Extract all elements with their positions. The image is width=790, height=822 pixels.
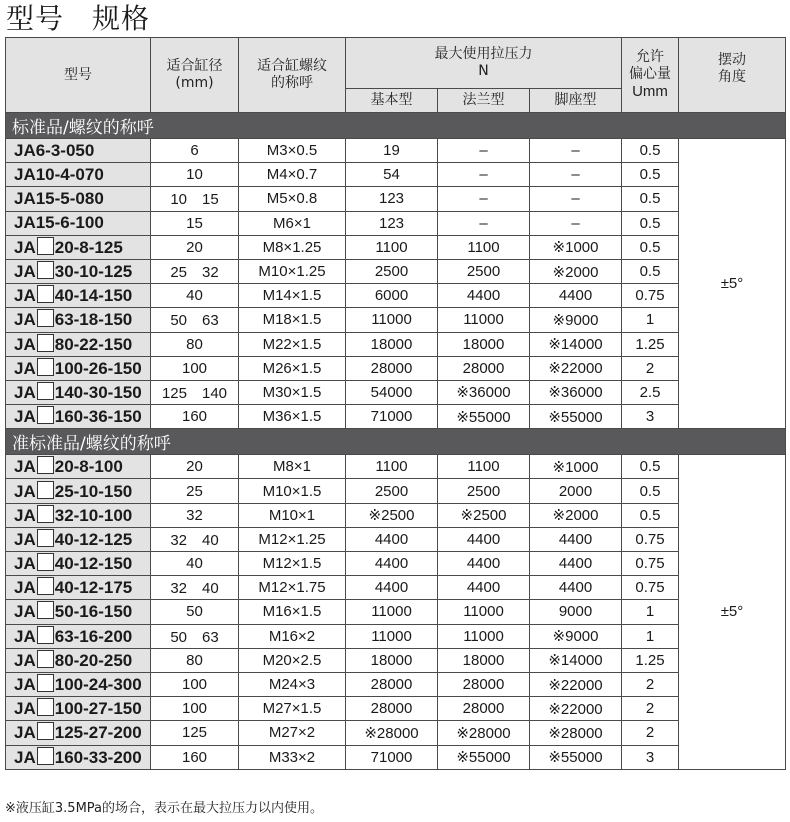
model-cell (6, 672, 151, 696)
placeholder-box-icon (37, 553, 54, 571)
foot-cell: ※14000 (530, 648, 622, 672)
bore-cell: 50 63 (151, 624, 239, 648)
thread-cell: M27×2 (239, 721, 346, 745)
header-angle-line1: 摆动 (718, 52, 746, 68)
bore-cell: 40 (151, 284, 239, 308)
header-ecc-unit: Umm (632, 83, 668, 100)
ecc-cell: 2 (622, 672, 679, 696)
thread-cell: M10×1.5 (239, 479, 346, 503)
header-model: 型号 (6, 38, 151, 113)
thread-cell: M12×1.25 (239, 527, 346, 551)
foot-cell: ※36000 (530, 380, 622, 404)
section-header (6, 113, 786, 139)
basic-cell: 4400 (346, 552, 438, 576)
model-cell (6, 163, 151, 187)
bore-cell: 10 15 (151, 187, 239, 211)
table-row (6, 308, 786, 332)
foot-cell: 4400 (530, 284, 622, 308)
model-prefix: JA (14, 407, 36, 427)
flange-cell: 28000 (438, 697, 530, 721)
model-cell (6, 721, 151, 745)
flange-cell: – (438, 211, 530, 235)
foot-cell: ※22000 (530, 672, 622, 696)
ecc-cell: 0.5 (622, 259, 679, 283)
basic-cell: 54000 (346, 380, 438, 404)
model-cell (6, 187, 151, 211)
ecc-cell: 1 (622, 624, 679, 648)
flange-cell: – (438, 139, 530, 163)
table-row (6, 405, 786, 429)
table-row (6, 211, 786, 235)
ecc-cell: 0.5 (622, 139, 679, 163)
bore-cell: 125 140 (151, 380, 239, 404)
bore-cell: 40 (151, 552, 239, 576)
foot-cell: 2000 (530, 479, 622, 503)
ecc-cell: 3 (622, 405, 679, 429)
basic-cell: 4400 (346, 527, 438, 551)
bore-cell: 25 32 (151, 259, 239, 283)
thread-cell: M5×0.8 (239, 187, 346, 211)
bore-cell: 160 (151, 405, 239, 429)
flange-cell: 2500 (438, 479, 530, 503)
model-suffix: 125-27-200 (54, 723, 142, 743)
model-suffix: 63-16-200 (54, 626, 133, 646)
header-max-force-unit: N (478, 63, 489, 79)
ecc-cell: 0.5 (622, 503, 679, 527)
model-suffix: 160-36-150 (54, 407, 142, 427)
bore-cell: 100 (151, 697, 239, 721)
model-suffix: 80-22-150 (54, 334, 133, 354)
flange-cell: ※28000 (438, 721, 530, 745)
table-row (6, 380, 786, 404)
basic-cell: 18000 (346, 648, 438, 672)
model-cell (6, 356, 151, 380)
model-prefix: JA (14, 747, 36, 767)
ecc-cell: 0.5 (622, 235, 679, 259)
bore-cell: 80 (151, 648, 239, 672)
bore-cell: 10 (151, 163, 239, 187)
basic-cell: 18000 (346, 332, 438, 356)
model-suffix: 40-12-175 (54, 578, 133, 598)
model-cell (6, 576, 151, 600)
thread-cell: M8×1 (239, 455, 346, 479)
model-cell (6, 600, 151, 624)
model-cell (6, 503, 151, 527)
table-row (6, 721, 786, 745)
model-prefix: JA15-6-100 (14, 213, 104, 233)
placeholder-box-icon (37, 334, 54, 352)
ecc-cell: 2 (622, 697, 679, 721)
basic-cell: 2500 (346, 259, 438, 283)
basic-cell: 123 (346, 211, 438, 235)
thread-cell: M36×1.5 (239, 405, 346, 429)
bore-cell: 6 (151, 139, 239, 163)
model-suffix: 32-10-100 (54, 505, 133, 525)
model-suffix: 20-8-100 (54, 457, 123, 477)
basic-cell: 11000 (346, 600, 438, 624)
model-suffix: 100-26-150 (54, 358, 142, 378)
model-prefix: JA (14, 310, 36, 330)
basic-cell: ※2500 (346, 503, 438, 527)
model-prefix: JA (14, 650, 36, 670)
flange-cell: 11000 (438, 624, 530, 648)
foot-cell: ※22000 (530, 697, 622, 721)
ecc-cell: 0.75 (622, 552, 679, 576)
model-cell (6, 552, 151, 576)
thread-cell: M14×1.5 (239, 284, 346, 308)
model-cell (6, 235, 151, 259)
flange-cell: 1100 (438, 455, 530, 479)
model-suffix: 30-10-125 (54, 262, 133, 282)
model-prefix: JA (14, 675, 36, 695)
flange-cell: – (438, 187, 530, 211)
model-cell (6, 259, 151, 283)
bore-cell: 100 (151, 356, 239, 380)
model-cell (6, 380, 151, 404)
table-row (6, 163, 786, 187)
foot-cell: ※55000 (530, 405, 622, 429)
header-bore-line2: (mm) (175, 75, 214, 91)
table-row (6, 576, 786, 600)
table-row (6, 697, 786, 721)
model-prefix: JA10-4-070 (14, 164, 104, 184)
model-cell (6, 284, 151, 308)
table-row (6, 745, 786, 769)
placeholder-box-icon (37, 406, 54, 424)
basic-cell: 28000 (346, 697, 438, 721)
ecc-cell: 0.75 (622, 576, 679, 600)
model-prefix: JA (14, 382, 36, 402)
foot-cell: – (530, 187, 622, 211)
model-suffix: 100-24-300 (54, 675, 142, 695)
placeholder-box-icon (37, 285, 54, 303)
basic-cell: 28000 (346, 672, 438, 696)
ecc-cell: 0.5 (622, 479, 679, 503)
header-bore (151, 38, 239, 113)
flange-cell: 4400 (438, 552, 530, 576)
placeholder-box-icon (37, 456, 54, 474)
model-prefix: JA (14, 237, 36, 257)
placeholder-box-icon (37, 529, 54, 547)
placeholder-box-icon (37, 237, 54, 255)
placeholder-box-icon (37, 626, 54, 644)
bore-cell: 32 40 (151, 576, 239, 600)
flange-cell: 4400 (438, 284, 530, 308)
ecc-cell: 1 (622, 600, 679, 624)
ecc-cell: 0.5 (622, 187, 679, 211)
ecc-cell: 1.25 (622, 332, 679, 356)
header-eccentricity (622, 38, 679, 113)
model-suffix: 63-18-150 (54, 310, 133, 330)
model-cell (6, 745, 151, 769)
flange-cell: ※2500 (438, 503, 530, 527)
flange-cell: 18000 (438, 332, 530, 356)
ecc-cell: 2 (622, 356, 679, 380)
ecc-cell: 0.5 (622, 455, 679, 479)
basic-cell: 71000 (346, 405, 438, 429)
foot-cell: 9000 (530, 600, 622, 624)
basic-cell: 123 (346, 187, 438, 211)
thread-cell: M3×0.5 (239, 139, 346, 163)
model-prefix: JA (14, 578, 36, 598)
foot-cell: ※1000 (530, 235, 622, 259)
foot-cell: 4400 (530, 527, 622, 551)
swing-angle-cell: ±5° (679, 455, 786, 769)
table-row (6, 187, 786, 211)
ecc-cell: 2 (622, 721, 679, 745)
model-prefix: JA (14, 626, 36, 646)
flange-cell: 28000 (438, 356, 530, 380)
foot-cell: – (530, 211, 622, 235)
basic-cell: 2500 (346, 479, 438, 503)
model-prefix: JA15-5-080 (14, 188, 104, 208)
model-cell (6, 308, 151, 332)
model-cell (6, 527, 151, 551)
table-row (6, 235, 786, 259)
swing-angle-cell: ±5° (679, 139, 786, 429)
table-row (6, 332, 786, 356)
basic-cell: 11000 (346, 624, 438, 648)
table-row (6, 527, 786, 551)
flange-cell: ※55000 (438, 745, 530, 769)
model-suffix: 40-14-150 (54, 286, 133, 306)
bore-cell: 125 (151, 721, 239, 745)
model-cell (6, 455, 151, 479)
model-cell (6, 332, 151, 356)
thread-cell: M16×2 (239, 624, 346, 648)
header-swing-angle (679, 38, 786, 113)
table-row (6, 672, 786, 696)
model-prefix: JA (14, 262, 36, 282)
thread-cell: M33×2 (239, 745, 346, 769)
basic-cell: 19 (346, 139, 438, 163)
bore-cell: 80 (151, 332, 239, 356)
foot-cell: ※1000 (530, 455, 622, 479)
flange-cell: 4400 (438, 576, 530, 600)
flange-cell: ※36000 (438, 380, 530, 404)
foot-cell: ※9000 (530, 624, 622, 648)
model-suffix: 20-8-125 (54, 237, 123, 257)
foot-cell: ※55000 (530, 745, 622, 769)
model-prefix: JA (14, 286, 36, 306)
ecc-cell: 0.75 (622, 284, 679, 308)
ecc-cell: 3 (622, 745, 679, 769)
model-prefix: JA (14, 723, 36, 743)
table-row (6, 139, 786, 163)
placeholder-box-icon (37, 601, 54, 619)
thread-cell: M18×1.5 (239, 308, 346, 332)
thread-cell: M10×1 (239, 503, 346, 527)
section-title: 准标准品/螺纹的称呼 (6, 429, 786, 455)
basic-cell: 1100 (346, 235, 438, 259)
bore-cell: 15 (151, 211, 239, 235)
bore-cell: 160 (151, 745, 239, 769)
flange-cell: 28000 (438, 672, 530, 696)
ecc-cell: 0.5 (622, 211, 679, 235)
header-basic: 基本型 (346, 89, 438, 113)
placeholder-box-icon (37, 382, 54, 400)
thread-cell: M20×2.5 (239, 648, 346, 672)
table-row (6, 356, 786, 380)
header-max-force (346, 38, 622, 89)
header-bore-line1: 适合缸径 (166, 58, 223, 74)
thread-cell: M6×1 (239, 211, 346, 235)
ecc-cell: 1.25 (622, 648, 679, 672)
placeholder-box-icon (37, 261, 54, 279)
table-row (6, 455, 786, 479)
table-row (6, 600, 786, 624)
header-ecc-line1: 允许 (636, 49, 664, 65)
flange-cell: 11000 (438, 600, 530, 624)
model-prefix: JA (14, 505, 36, 525)
thread-cell: M10×1.25 (239, 259, 346, 283)
table-row (6, 624, 786, 648)
model-prefix: JA (14, 457, 36, 477)
basic-cell: 4400 (346, 576, 438, 600)
ecc-cell: 0.75 (622, 527, 679, 551)
flange-cell: 4400 (438, 527, 530, 551)
basic-cell: 28000 (346, 356, 438, 380)
flange-cell: – (438, 163, 530, 187)
thread-cell: M12×1.5 (239, 552, 346, 576)
foot-cell: ※2000 (530, 259, 622, 283)
section-title: 标准品/螺纹的称呼 (6, 113, 786, 139)
model-prefix: JA (14, 334, 36, 354)
thread-cell: M4×0.7 (239, 163, 346, 187)
header-thread-line1: 适合缸螺纹 (257, 58, 327, 74)
model-suffix: 80-20-250 (54, 650, 133, 670)
section-header (6, 429, 786, 455)
flange-cell: 11000 (438, 308, 530, 332)
placeholder-box-icon (37, 722, 54, 740)
ecc-cell: 2.5 (622, 380, 679, 404)
thread-cell: M16×1.5 (239, 600, 346, 624)
placeholder-box-icon (37, 505, 54, 523)
foot-cell: 4400 (530, 576, 622, 600)
bore-cell: 100 (151, 672, 239, 696)
header-thread (239, 38, 346, 113)
placeholder-box-icon (37, 577, 54, 595)
model-prefix: JA (14, 602, 36, 622)
table-row (6, 503, 786, 527)
thread-cell: M22×1.5 (239, 332, 346, 356)
model-cell (6, 211, 151, 235)
basic-cell: 54 (346, 163, 438, 187)
model-suffix: 25-10-150 (54, 481, 133, 501)
table-row (6, 284, 786, 308)
model-cell (6, 624, 151, 648)
model-prefix: JA (14, 529, 36, 549)
model-prefix: JA (14, 481, 36, 501)
model-cell (6, 648, 151, 672)
model-cell (6, 139, 151, 163)
placeholder-box-icon (37, 747, 54, 765)
ecc-cell: 0.5 (622, 163, 679, 187)
model-suffix: 140-30-150 (54, 382, 142, 402)
basic-cell: 6000 (346, 284, 438, 308)
flange-cell: 2500 (438, 259, 530, 283)
placeholder-box-icon (37, 309, 54, 327)
placeholder-box-icon (37, 698, 54, 716)
bore-cell: 50 63 (151, 308, 239, 332)
bore-cell: 20 (151, 235, 239, 259)
basic-cell: 71000 (346, 745, 438, 769)
bore-cell: 20 (151, 455, 239, 479)
placeholder-box-icon (37, 674, 54, 692)
basic-cell: 11000 (346, 308, 438, 332)
bore-cell: 50 (151, 600, 239, 624)
table-row (6, 552, 786, 576)
thread-cell: M8×1.25 (239, 235, 346, 259)
thread-cell: M24×3 (239, 672, 346, 696)
footnote: ※液压缸3.5MPa的场合，表示在最大拉压力以内使用。 (5, 801, 324, 816)
header-thread-line2: 的称呼 (271, 75, 313, 91)
foot-cell: ※14000 (530, 332, 622, 356)
spec-table (5, 37, 786, 770)
thread-cell: M26×1.5 (239, 356, 346, 380)
header-max-force-line1: 最大使用拉压力 (434, 46, 533, 62)
thread-cell: M12×1.75 (239, 576, 346, 600)
foot-cell: ※2000 (530, 503, 622, 527)
table-row (6, 259, 786, 283)
model-prefix: JA (14, 554, 36, 574)
placeholder-box-icon (37, 481, 54, 499)
foot-cell: 4400 (530, 552, 622, 576)
basic-cell: 1100 (346, 455, 438, 479)
header-ecc-line2: 偏心量 (629, 66, 671, 82)
placeholder-box-icon (37, 650, 54, 668)
model-cell (6, 697, 151, 721)
table-row (6, 648, 786, 672)
flange-cell: 18000 (438, 648, 530, 672)
model-prefix: JA (14, 699, 36, 719)
model-suffix: 160-33-200 (54, 747, 142, 767)
model-suffix: 40-12-125 (54, 529, 133, 549)
foot-cell: – (530, 163, 622, 187)
foot-cell: – (530, 139, 622, 163)
model-prefix: JA6-3-050 (14, 140, 95, 160)
foot-cell: ※28000 (530, 721, 622, 745)
table-row (6, 479, 786, 503)
thread-cell: M27×1.5 (239, 697, 346, 721)
bore-cell: 32 (151, 503, 239, 527)
foot-cell: ※22000 (530, 356, 622, 380)
thread-cell: M30×1.5 (239, 380, 346, 404)
model-suffix: 100-27-150 (54, 699, 142, 719)
page-title (6, 2, 150, 36)
flange-cell: ※55000 (438, 405, 530, 429)
header-flange: 法兰型 (438, 89, 530, 113)
spec-body (6, 113, 786, 770)
model-suffix: 50-16-150 (54, 602, 133, 622)
header-angle-line2: 角度 (718, 69, 746, 85)
model-cell (6, 405, 151, 429)
foot-cell: ※9000 (530, 308, 622, 332)
ecc-cell: 1 (622, 308, 679, 332)
model-suffix: 40-12-150 (54, 554, 133, 574)
title-model: 型号 (6, 2, 65, 35)
model-prefix: JA (14, 358, 36, 378)
bore-cell: 25 (151, 479, 239, 503)
basic-cell: ※28000 (346, 721, 438, 745)
bore-cell: 32 40 (151, 527, 239, 551)
model-cell (6, 479, 151, 503)
flange-cell: 1100 (438, 235, 530, 259)
header-foot: 脚座型 (530, 89, 622, 113)
title-spec: 规格 (92, 2, 151, 35)
placeholder-box-icon (37, 358, 54, 376)
